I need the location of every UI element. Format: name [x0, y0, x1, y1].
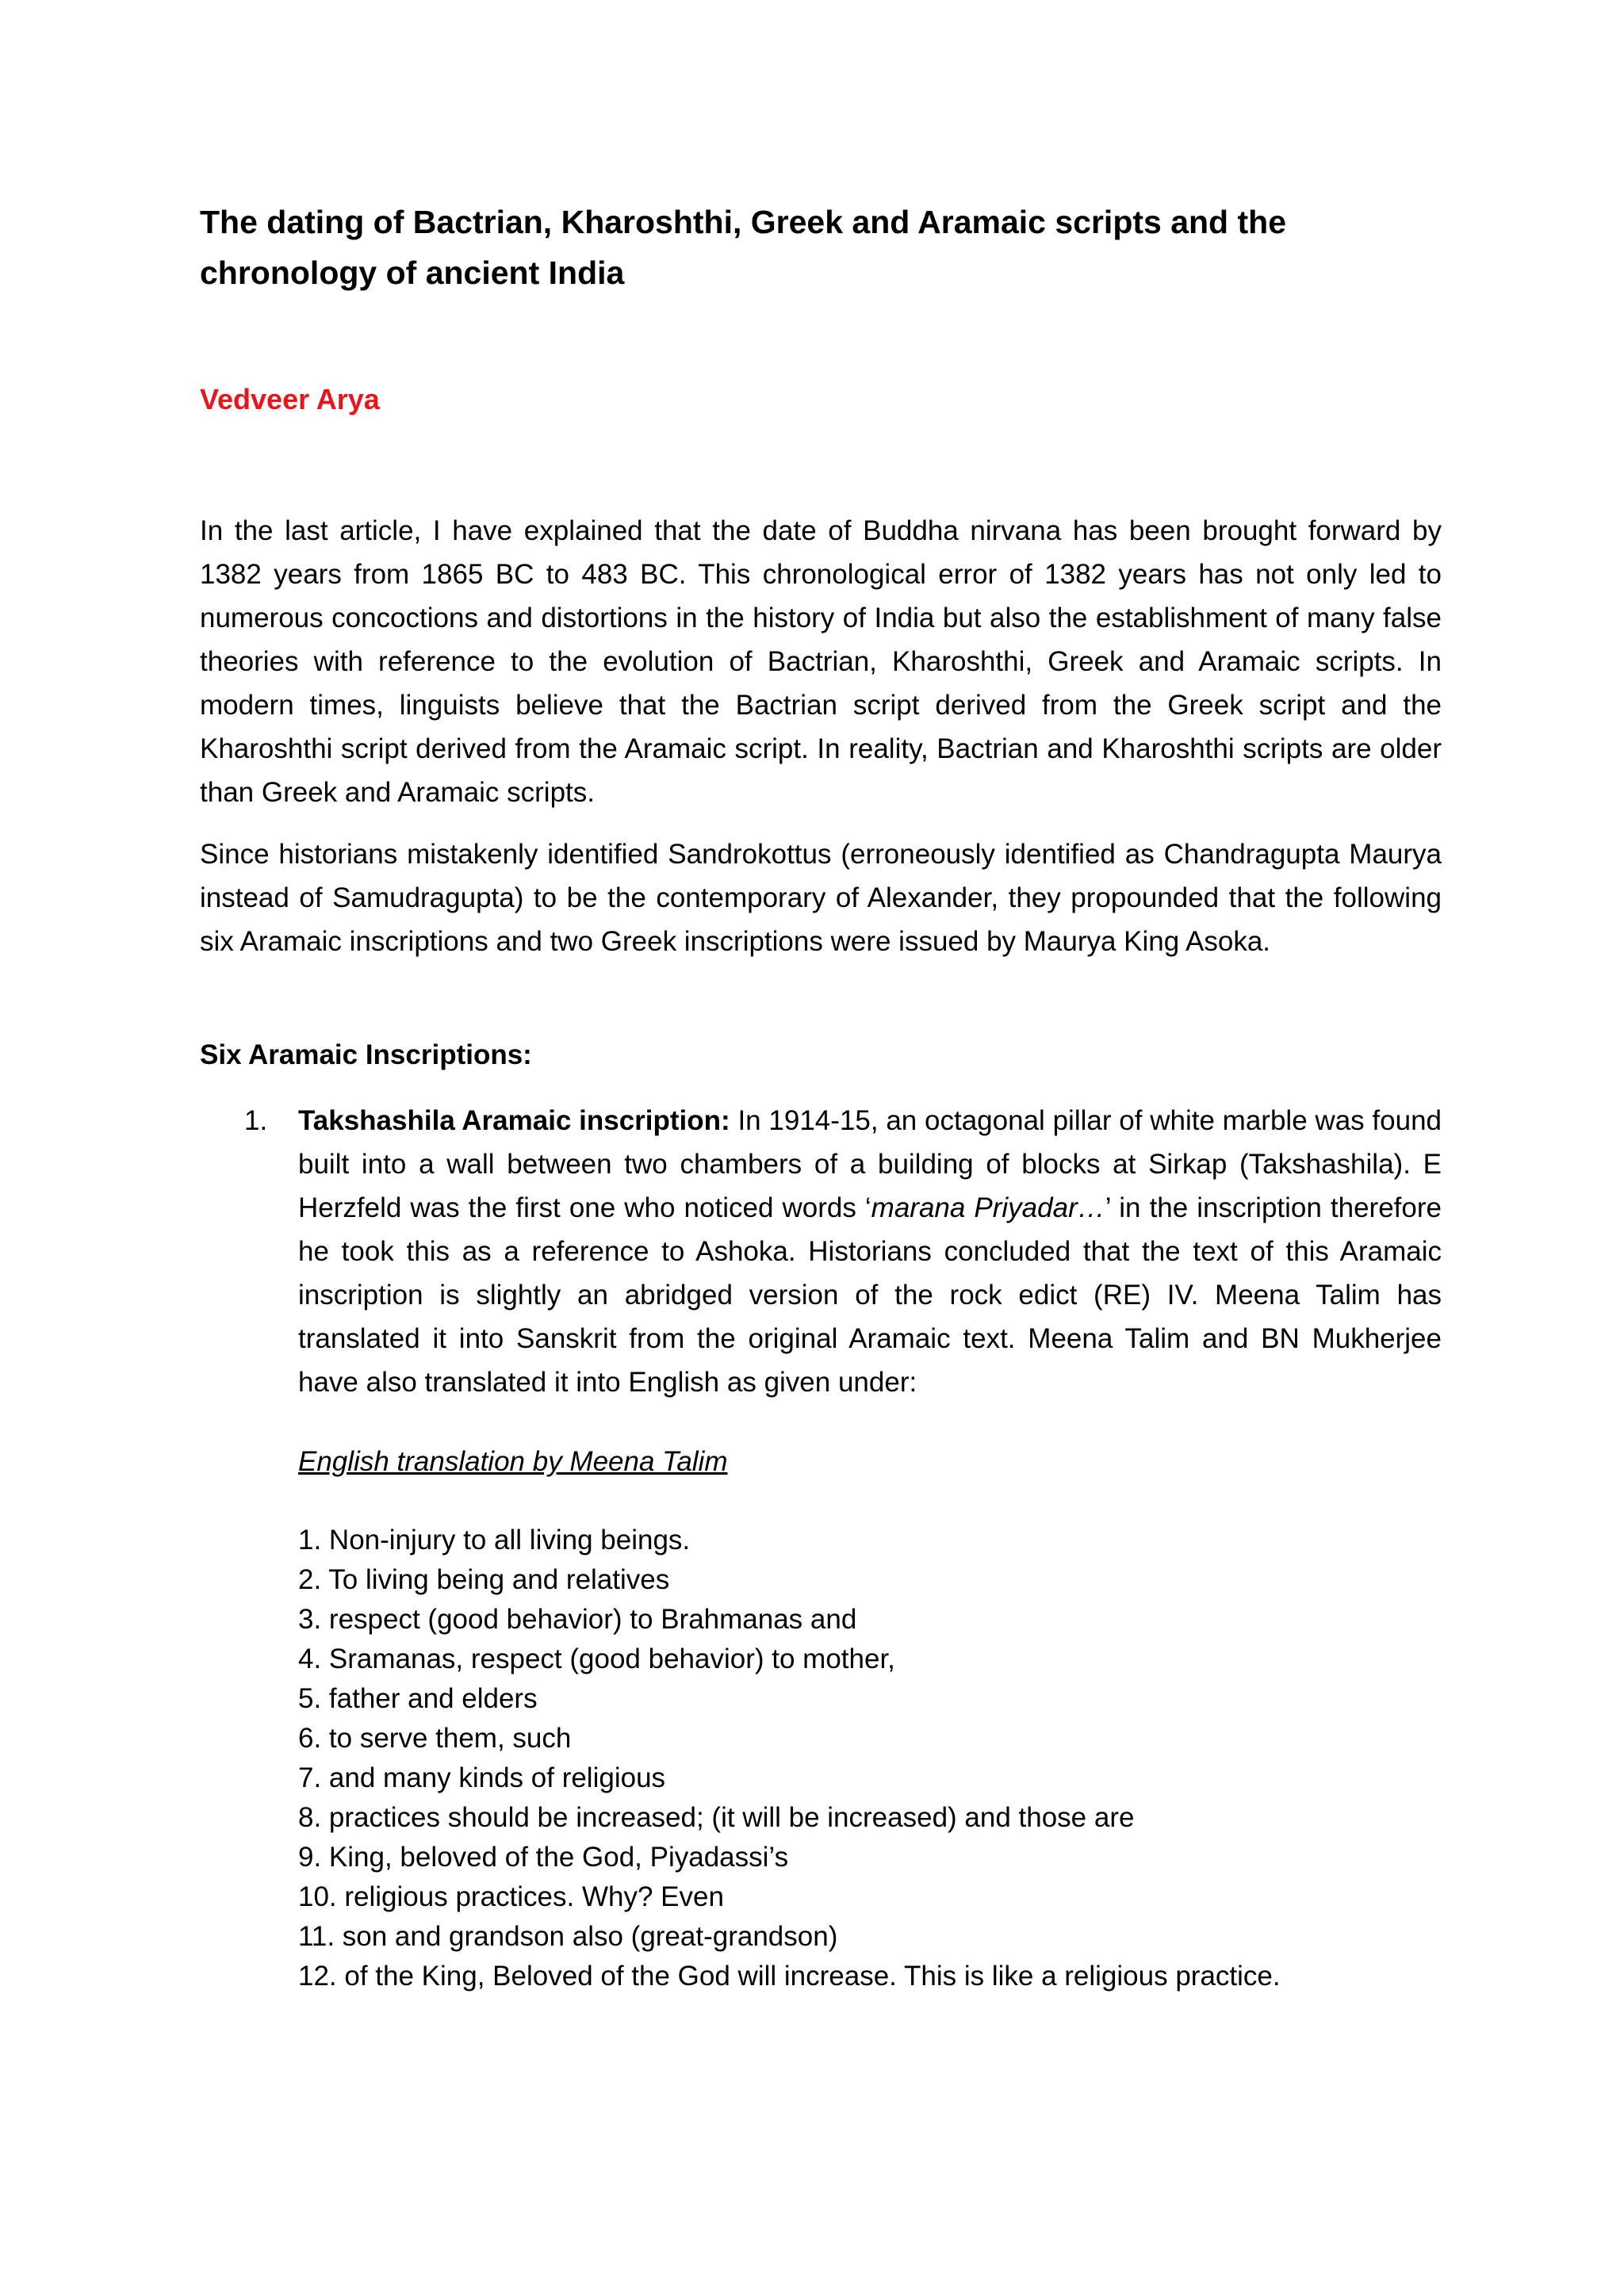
translation-line: 7. and many kinds of religious	[298, 1762, 666, 1793]
translation-line: 4. Sramanas, respect (good behavior) to mother,	[298, 1644, 895, 1674]
list-item-number: 1.	[244, 1105, 268, 1136]
intro-paragraph: In the last article, I have explained that the date of Buddha nirvana has been brought forward by 1382 years from 1865 BC to 483 BC. This chronological error of 1382 years has not only led to numerous concoctions and distortions in the history of India but also the establishment of many false theories with reference to the evolution of Bactrian, Kharoshthi, Greek and Aramaic scripts. In modern times, linguists believe that the Bactrian script derived from the Greek script and the Kharoshthi script derived from the Aramaic script. In reality, Bactrian and Kharoshthi scripts are older than Greek and Aramaic scripts.	[200, 515, 1442, 808]
list-item-label: Takshashila Aramaic inscription:	[298, 1105, 730, 1136]
translation-list	[298, 1521, 1281, 1996]
translation-line: 2. To living being and relatives	[298, 1564, 670, 1595]
translation-line: 3. respect (good behavior) to Brahmanas and	[298, 1604, 857, 1635]
translation-line: 12. of the King, Beloved of the God will increase. This is like a religious practice.	[298, 1961, 1281, 1992]
translation-line: 11. son and grandson also (great-grandson)	[298, 1921, 838, 1952]
list-item-text	[298, 1099, 1442, 1404]
translation-line: 1. Non-injury to all living beings.	[298, 1525, 691, 1556]
translation-line: 10. religious practices. Why? Even	[298, 1881, 724, 1912]
list-item-quoted-words: marana Priyadar…	[871, 1192, 1105, 1223]
author-name: Vedveer Arya	[200, 383, 380, 415]
translation-line: 5. father and elders	[298, 1683, 538, 1714]
section-heading: Six Aramaic Inscriptions:	[200, 1039, 532, 1070]
list-item-body-start: In 1914-15, an octagonal pillar of white marble was found built into a wall between two chambers of a building of blocks at Sirkap (Takshashila). E Herzfeld was the first one who noticed words ‘	[298, 1105, 1442, 1223]
list-item-body-end: ’ in the inscription therefore he took this as a reference to Ashoka. Historians concluded that the text of this Aramaic inscription is slightly an abridged version of the rock edict (RE) IV. Meena Talim has translated it into Sanskrit from the original Aramaic text. Meena Talim and BN Mukherjee have also translated it into English as given under:	[298, 1192, 1442, 1398]
translation-line: 9. King, beloved of the God, Piyadassi’s	[298, 1842, 789, 1873]
translation-line: 8. practices should be increased; (it will be increased) and those are	[298, 1802, 1135, 1833]
translation-line: 6. to serve them, such	[298, 1723, 572, 1754]
context-paragraph: Since historians mistakenly identified Sandrokottus (erroneously identified as Chandragupta Maurya instead of Samudragupta) to be the contemporary of Alexander, they propounded that the following six Aramaic inscriptions and two Greek inscriptions were issued by Maurya King Asoka.	[200, 839, 1442, 957]
document-title: The dating of Bactrian, Kharoshthi, Greek and Aramaic scripts and the chronology of ancient India	[200, 204, 1286, 291]
translation-heading: English translation by Meena Talim	[298, 1446, 728, 1477]
